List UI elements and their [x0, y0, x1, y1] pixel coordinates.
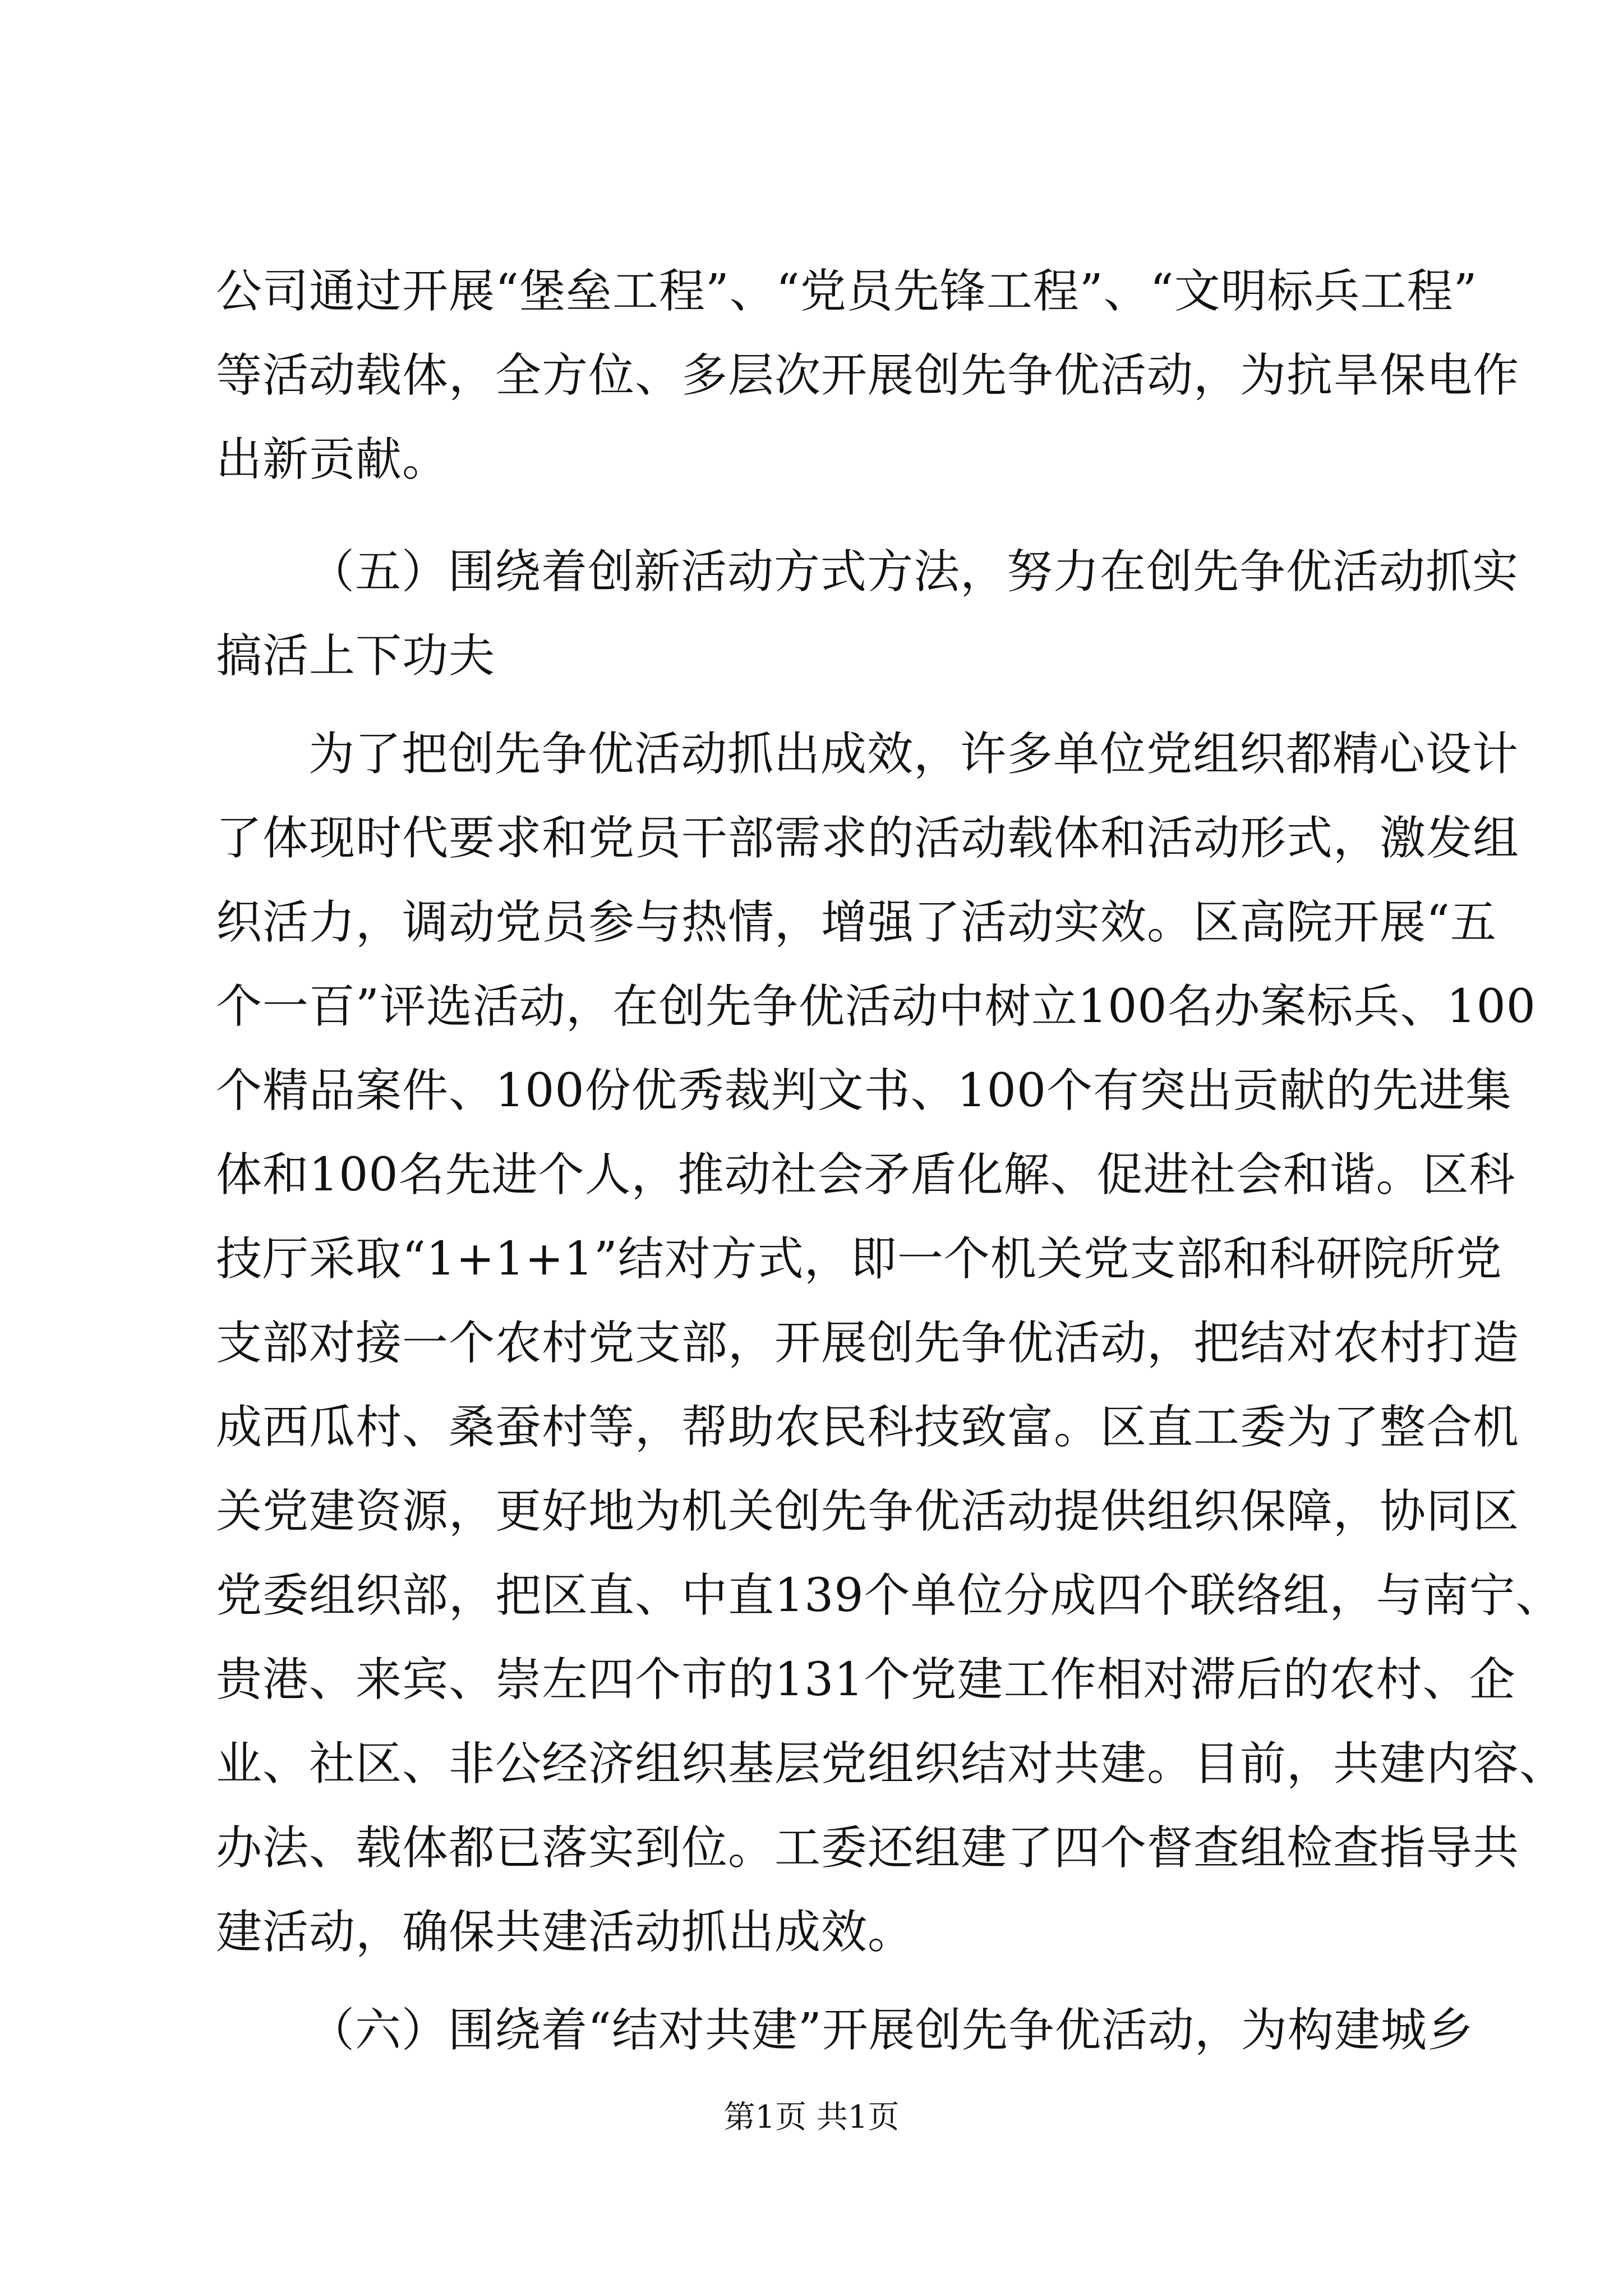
- body-line-6: 为了把创先争优活动抓出成效，许多单位党组织都精心设计: [308, 728, 1519, 781]
- body-line-3: 出新贡献。: [216, 433, 449, 486]
- body-line-1: 公司通过开展“堡垒工程”、“党员先锋工程”、“文明标兵工程”: [216, 265, 1478, 318]
- body-line-15: 关党建资源，更好地为机关创先争优活动提供组织保障，协同区: [216, 1485, 1520, 1538]
- body-line-7: 了体现时代要求和党员干部需求的活动载体和活动形式，激发组: [216, 812, 1520, 865]
- body-line-2: 等活动载体，全方位、多层次开展创先争优活动，为抗旱保电作: [216, 349, 1520, 402]
- section-heading-5-line-2: 搞活上下功夫: [216, 629, 496, 683]
- body-line-18: 业、社区、非公经济组织基层党组织结对共建。目前，共建内容、: [216, 1737, 1566, 1791]
- body-line-16: 党委组织部，把区直、中直139个单位分成四个联络组，与南宁、: [216, 1569, 1562, 1622]
- section-heading-5-line-1: （五）围绕着创新活动方式方法，努力在创先争优活动抓实: [308, 545, 1519, 599]
- body-line-9: 个一百”评选活动，在创先争优活动中树立100名办案标兵、100: [216, 980, 1536, 1033]
- body-line-8: 织活力，调动党员参与热情，增强了活动实效。区高院开展“五: [216, 896, 1497, 949]
- body-line-17: 贵港、来宾、崇左四个市的131个党建工作相对滞后的农村、企: [216, 1653, 1516, 1706]
- body-line-10: 个精品案件、100份优秀裁判文书、100个有突出贡献的先进集: [216, 1064, 1513, 1117]
- body-line-14: 成西瓜村、桑蚕村等，帮助农民科技致富。区直工委为了整合机: [216, 1401, 1520, 1454]
- body-line-13: 支部对接一个农村党支部，开展创先争优活动，把结对农村打造: [216, 1317, 1520, 1370]
- section-heading-6-line-1: （六）围绕着“结对共建”开展创先争优活动，为构建城乡: [308, 2004, 1474, 2057]
- body-line-12: 技厅采取“1+1+1”结对方式，即一个机关党支部和科研院所党: [216, 1232, 1502, 1286]
- page-footer: 第1页 共1页: [723, 2099, 900, 2136]
- body-line-20: 建活动，确保共建活动抓出成效。: [216, 1906, 915, 1959]
- body-line-19: 办法、载体都已落实到位。工委还组建了四个督查组检查指导共: [216, 1821, 1520, 1875]
- body-line-11: 体和100名先进个人，推动社会矛盾化解、促进社会和谐。区科: [216, 1148, 1516, 1202]
